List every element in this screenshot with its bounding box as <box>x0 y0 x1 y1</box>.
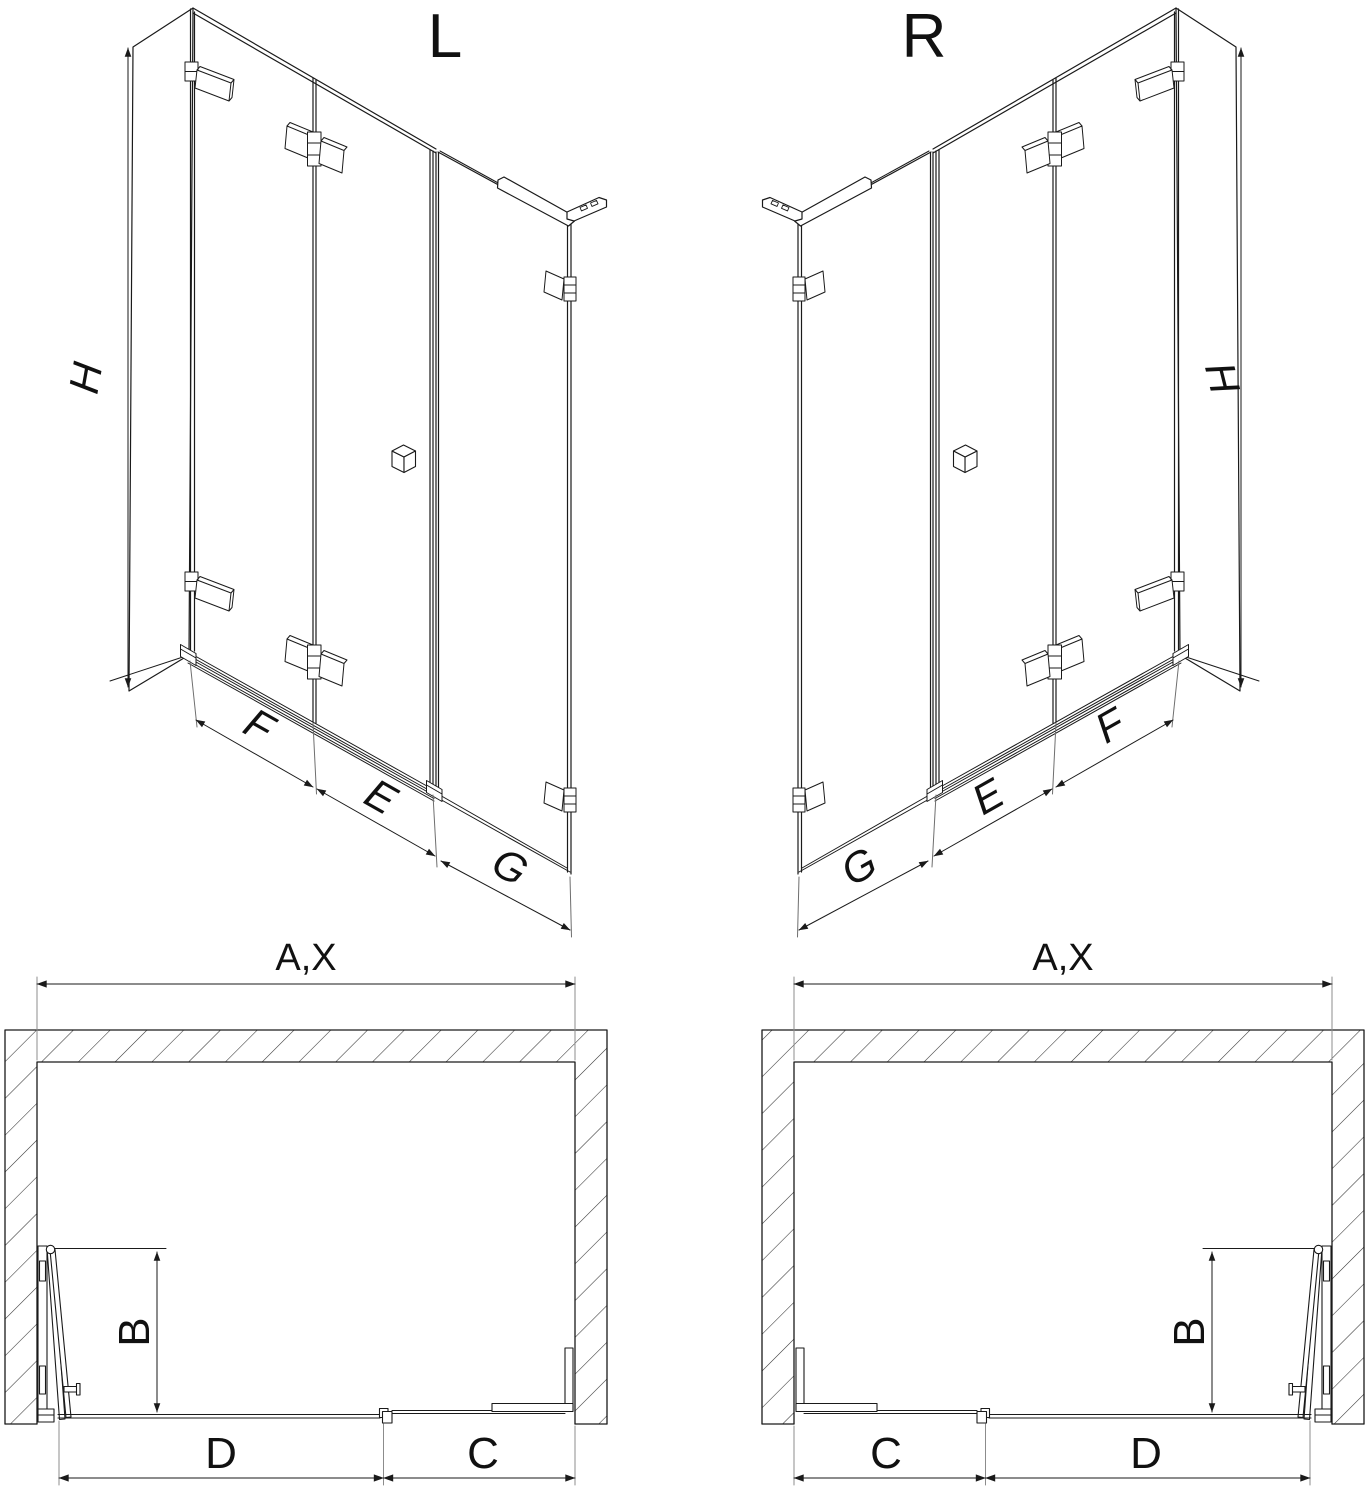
iso-left-geometry <box>110 8 607 937</box>
wall-hatch-left-plan <box>5 1030 607 1424</box>
dim-label-height-right: H <box>1196 357 1249 399</box>
plan-view-right <box>762 937 1364 1485</box>
dim-label-front-panel-right: F <box>1087 698 1133 753</box>
dim-label-front-panel-left: F <box>236 698 282 753</box>
dim-label-side-panel-left: G <box>484 837 536 895</box>
dim-label-door-depth-right-plan: B <box>1165 1317 1214 1347</box>
dim-label-middle-panel-left: E <box>357 769 405 824</box>
dim-label-middle-panel-right: E <box>964 769 1012 824</box>
plan-view-left <box>5 937 607 1485</box>
dim-label-opening-right-plan: D <box>1130 1429 1162 1478</box>
dim-label-width-left-plan: A,X <box>275 937 337 979</box>
iso-view-right <box>763 2 1260 937</box>
variant-title-right: R <box>901 2 947 71</box>
iso-view-left <box>60 2 607 937</box>
dim-label-fixed-left-plan: C <box>467 1429 499 1478</box>
dim-label-door-depth-left-plan: B <box>110 1317 159 1347</box>
iso-right-geometry <box>763 8 1260 937</box>
variant-title-left: L <box>427 2 463 71</box>
dim-label-side-panel-right: G <box>833 837 885 895</box>
dim-label-height-left: H <box>59 358 112 397</box>
dim-label-opening-left-plan: D <box>205 1429 237 1478</box>
dim-label-width-right-plan: A,X <box>1032 937 1094 979</box>
dim-label-fixed-right-plan: C <box>870 1429 902 1478</box>
wall-hatch-right-plan <box>762 1030 1364 1424</box>
